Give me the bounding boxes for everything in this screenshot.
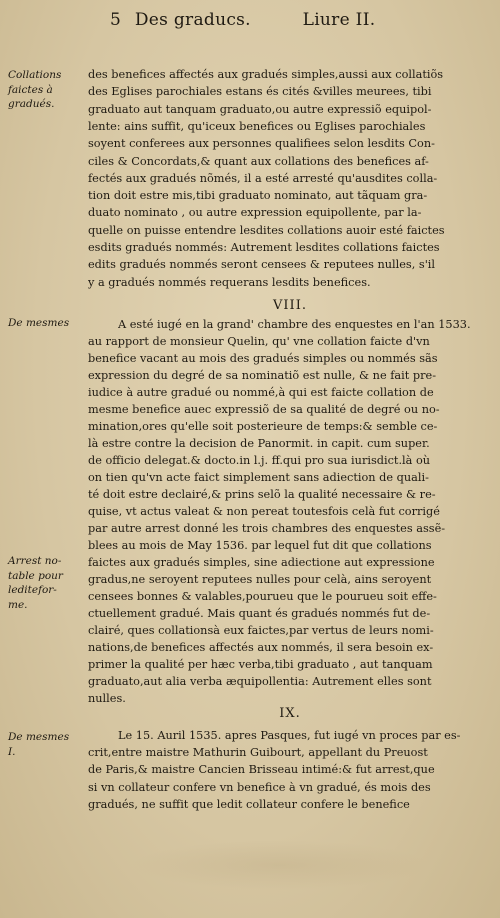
- margin-note-demesmes-1: De mesmes: [8, 317, 70, 329]
- text-line: de officio delegat.& docto.in l.j. ff.qui pro sua iurisdict.là où: [88, 454, 431, 467]
- text-line: de Paris,& maistre Cancien Brisseau intimé:& fut arrest,que: [88, 763, 435, 777]
- text-line: graduato,aut alia verba æquipollentia: Autrement elles sont: [88, 675, 432, 688]
- text-line: ciles & Concordats,& quant aux collations des benefices af-: [88, 154, 429, 168]
- text-line: censees bonnes & valables,pourueu que le pourueu soit effe-: [88, 590, 437, 603]
- text-line: expression du degré de sa nominatiõ est nulle, & ne fait pre-: [88, 369, 437, 382]
- section-number-viii: VIII.: [273, 298, 307, 313]
- text-line: nulles.: [88, 692, 126, 705]
- text-line: fectés aux gradués nõmés, il a esté arresté qu'ausdites colla-: [88, 171, 438, 185]
- text-line: esdits gradués nommés: Autrement lesdites collations faictes: [88, 241, 440, 254]
- text-line: quelle on puisse entendre lesdites collations auoir esté faictes: [88, 223, 445, 237]
- text-line: on tien qu'vn acte faict simplement sans adiection de quali-: [88, 471, 429, 484]
- book-label: Liure II.: [302, 10, 376, 30]
- text-line: clairé, ques collationsà eux faictes,par vertus de leurs nomi-: [88, 624, 434, 637]
- text-line: graduato aut tanquam graduato,ou autre expressiõ equipol-: [88, 102, 432, 116]
- text-line: duato nominato , ou autre expression equipollente, par la-: [88, 206, 422, 220]
- margin-note-collations: Collations faictes à gradués.: [8, 69, 62, 111]
- text-line: si vn collateur confere vn benefice à vn gradué, és mois des: [88, 780, 431, 794]
- text-line: Le 15. Auril 1535. apres Pasques, fut iugé vn proces par es-: [118, 729, 461, 742]
- margin-note-demesmes-2: De mesmes I.: [8, 731, 70, 758]
- text-line: des benefices affectés aux gradués simples,aussi aux collatiõs: [88, 68, 444, 81]
- text-line: au rapport de monsieur Quelin, qu' vne collation faicte d'vn: [88, 335, 430, 348]
- text-line: y a gradués nommés requerans lesdits benefices.: [88, 275, 371, 289]
- text-line: mination,ores qu'elle soit posterieure de temps:& semble ce-: [88, 420, 438, 433]
- text-line: ctuellement gradué. Mais quant és gradués nommés fut de-: [88, 607, 431, 620]
- text-line: iudice à autre gradué ou nommé,à qui est faicte collation de: [88, 386, 434, 399]
- text-line: gradués, ne suffit que ledit collateur confere le benefice: [88, 797, 410, 811]
- text-line: lente: ains suffit, qu'iceux benefices ou Eglises parochiales: [88, 119, 426, 133]
- text-line: quise, vt actus valeat & non pereat toutesfois celà fut corrigé: [88, 505, 440, 518]
- text-line: benefice vacant au mois des gradués simples ou nommés sãs: [88, 352, 438, 365]
- text-line: faictes aux gradués simples, sine adiectione aut expressione: [88, 556, 435, 569]
- page-header: [110, 10, 490, 30]
- text-line: par autre arrest donné les trois chambres des enquestes assẽ-: [88, 522, 446, 535]
- text-line: mesme benefice auec expressiõ de sa qualité de degré ou no-: [88, 403, 440, 416]
- running-title: Des graducs.: [134, 10, 251, 30]
- text-line: là estre contre la decision de Panormit. in capit. cum super.: [88, 437, 430, 450]
- text-line: primer la qualité per hæc verba,tibi graduato , aut tanquam: [88, 658, 433, 671]
- text-line: tion doit estre mis,tibi graduato nominato, aut tãquam gra-: [88, 189, 428, 203]
- text-line: crit,entre maistre Mathurin Guibourt, appellant du Preuost: [88, 746, 428, 760]
- page-number: 5: [110, 10, 122, 30]
- text-line: té doit estre declairé,& prins selõ la qualité necessaire & re-: [88, 488, 436, 501]
- section-number-ix: IX.: [279, 706, 301, 721]
- text-line: edits gradués nommés seront censees & reputees nulles, s'il: [88, 258, 436, 272]
- text-line: soyent conferees aux personnes qualifiees selon lesdits Con-: [88, 137, 435, 151]
- text-line: nations,de benefices affectés aux nommés, il sera besoin ex-: [88, 641, 434, 654]
- text-line: des Eglises parochiales estans és cités &villes meurees, tibi: [88, 85, 432, 99]
- text-line: A esté iugé en la grand' chambre des enquestes en l'an 1533.: [118, 318, 471, 331]
- margin-note-arrest: Arrest no- table pour leditefor- me.: [8, 555, 63, 611]
- paper-stain: [130, 840, 430, 890]
- text-line: blees au mois de May 1536. par lequel fut dit que collations: [88, 539, 432, 552]
- text-line: gradus,ne seroyent reputees nulles pour celà, ains seroyent: [88, 573, 432, 586]
